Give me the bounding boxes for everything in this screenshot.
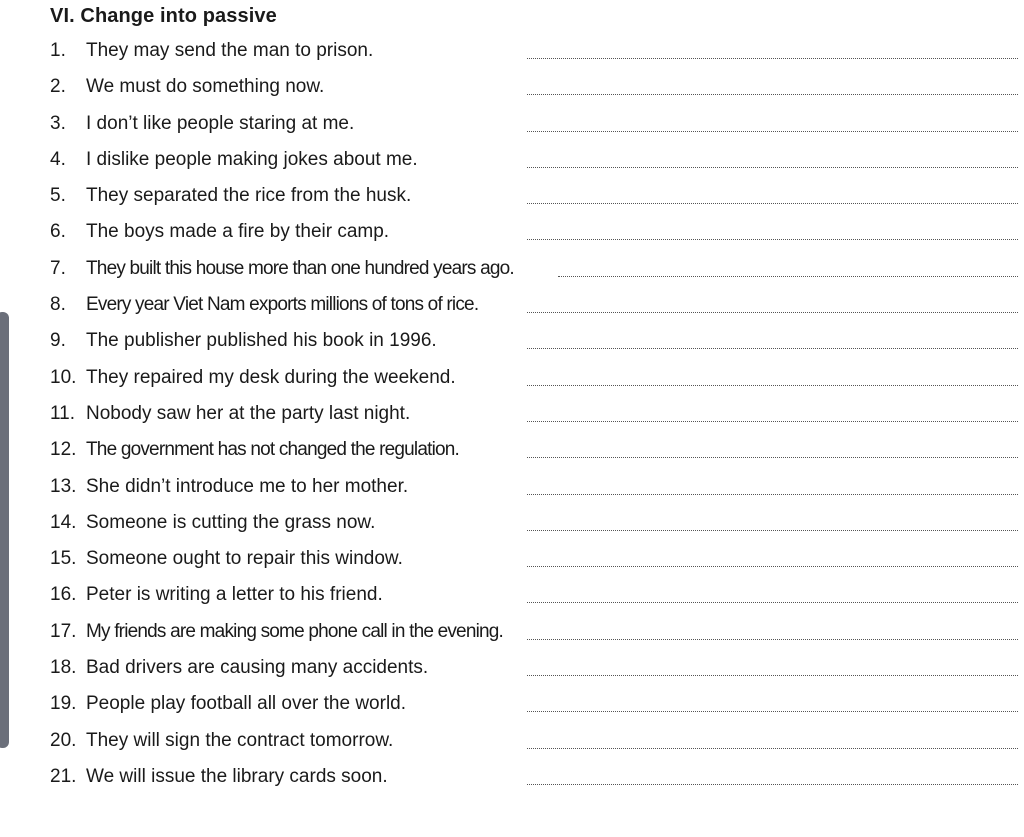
answer-blank[interactable] [527, 58, 1018, 59]
item-sentence: Someone is cutting the grass now. [86, 511, 376, 533]
answer-blank[interactable] [527, 675, 1018, 676]
item-number: 18. [50, 657, 77, 679]
list-item [0, 472, 1024, 508]
item-sentence: They separated the rice from the husk. [86, 185, 412, 207]
answer-blank[interactable] [527, 566, 1018, 567]
answer-blank[interactable] [527, 94, 1018, 95]
item-sentence: Peter is writing a letter to his friend. [86, 584, 383, 606]
answer-blank[interactable] [527, 348, 1018, 349]
list-item [0, 363, 1024, 399]
list-item [0, 145, 1024, 181]
item-sentence: They will sign the contract tomorrow. [86, 729, 394, 751]
item-sentence: The government has not changed the regulation. [86, 439, 460, 461]
item-sentence: My friends are making some phone call in the evening. [86, 620, 504, 642]
list-item [0, 326, 1024, 362]
item-sentence: Bad drivers are causing many accidents. [86, 657, 429, 679]
list-item [0, 653, 1024, 689]
item-sentence: The publisher published his book in 1996. [86, 330, 437, 352]
item-number: 1. [50, 40, 66, 61]
answer-blank[interactable] [527, 602, 1018, 603]
item-sentence: I don’t like people staring at me. [86, 112, 355, 134]
item-sentence: Every year Viet Nam exports millions of tons of rice. [86, 294, 479, 316]
answer-blank[interactable] [527, 457, 1018, 458]
item-number: 9. [50, 330, 66, 352]
item-sentence: Someone ought to repair this window. [86, 548, 403, 570]
list-item [0, 435, 1024, 471]
item-number: 12. [50, 439, 77, 461]
item-number: 14. [50, 511, 77, 533]
item-number: 6. [50, 221, 66, 243]
item-number: 19. [50, 693, 77, 715]
list-item [0, 109, 1024, 145]
answer-blank[interactable] [527, 131, 1018, 132]
list-item [0, 617, 1024, 653]
item-number: 16. [50, 584, 77, 606]
list-item [0, 580, 1024, 616]
list-item [0, 72, 1024, 108]
item-sentence: They built this house more than one hundred years ago. [86, 257, 514, 279]
item-number: 15. [50, 548, 77, 570]
answer-blank[interactable] [527, 312, 1018, 313]
answer-blank[interactable] [527, 748, 1018, 749]
answer-blank[interactable] [558, 276, 1018, 277]
item-sentence: People play football all over the world. [86, 693, 407, 715]
item-number: 8. [50, 294, 66, 316]
list-item [0, 762, 1024, 798]
answer-blank[interactable] [527, 385, 1018, 386]
answer-blank[interactable] [527, 711, 1018, 712]
item-number: 4. [50, 148, 66, 170]
answer-blank[interactable] [527, 239, 1018, 240]
item-number: 5. [50, 185, 66, 207]
item-number: 3. [50, 112, 66, 134]
item-sentence: I dislike people making jokes about me. [86, 148, 418, 170]
list-item [0, 508, 1024, 544]
answer-blank[interactable] [527, 421, 1018, 422]
item-sentence: She didn’t introduce me to her mother. [86, 475, 409, 497]
item-number: 11. [50, 402, 76, 424]
list-item [0, 217, 1024, 253]
list-item [0, 544, 1024, 580]
item-number: 2. [50, 76, 66, 98]
item-sentence: They repaired my desk during the weekend. [86, 366, 456, 388]
item-number: 17. [50, 620, 77, 642]
item-number: 20. [50, 729, 77, 751]
item-sentence: The boys made a fire by their camp. [86, 221, 390, 243]
answer-blank[interactable] [527, 639, 1018, 640]
list-item [0, 726, 1024, 762]
exercise-list [0, 36, 1024, 798]
item-number: 13. [50, 475, 77, 497]
list-item [0, 36, 1024, 72]
item-sentence: Nobody saw her at the party last night. [86, 402, 411, 424]
list-item [0, 181, 1024, 217]
list-item [0, 290, 1024, 326]
list-item [0, 254, 1024, 290]
list-item [0, 399, 1024, 435]
answer-blank[interactable] [527, 494, 1018, 495]
item-number: 21. [50, 765, 77, 787]
item-number: 10. [50, 366, 77, 388]
answer-blank[interactable] [527, 530, 1018, 531]
item-sentence: We must do something now. [86, 76, 325, 98]
list-item [0, 689, 1024, 725]
answer-blank[interactable] [527, 167, 1018, 168]
answer-blank[interactable] [527, 784, 1018, 785]
answer-blank[interactable] [527, 203, 1018, 204]
item-number: 7. [50, 257, 66, 279]
item-sentence: They may send the man to prison. [86, 40, 374, 61]
item-sentence: We will issue the library cards soon. [86, 765, 388, 787]
section-title: VI. Change into passive [50, 5, 277, 27]
